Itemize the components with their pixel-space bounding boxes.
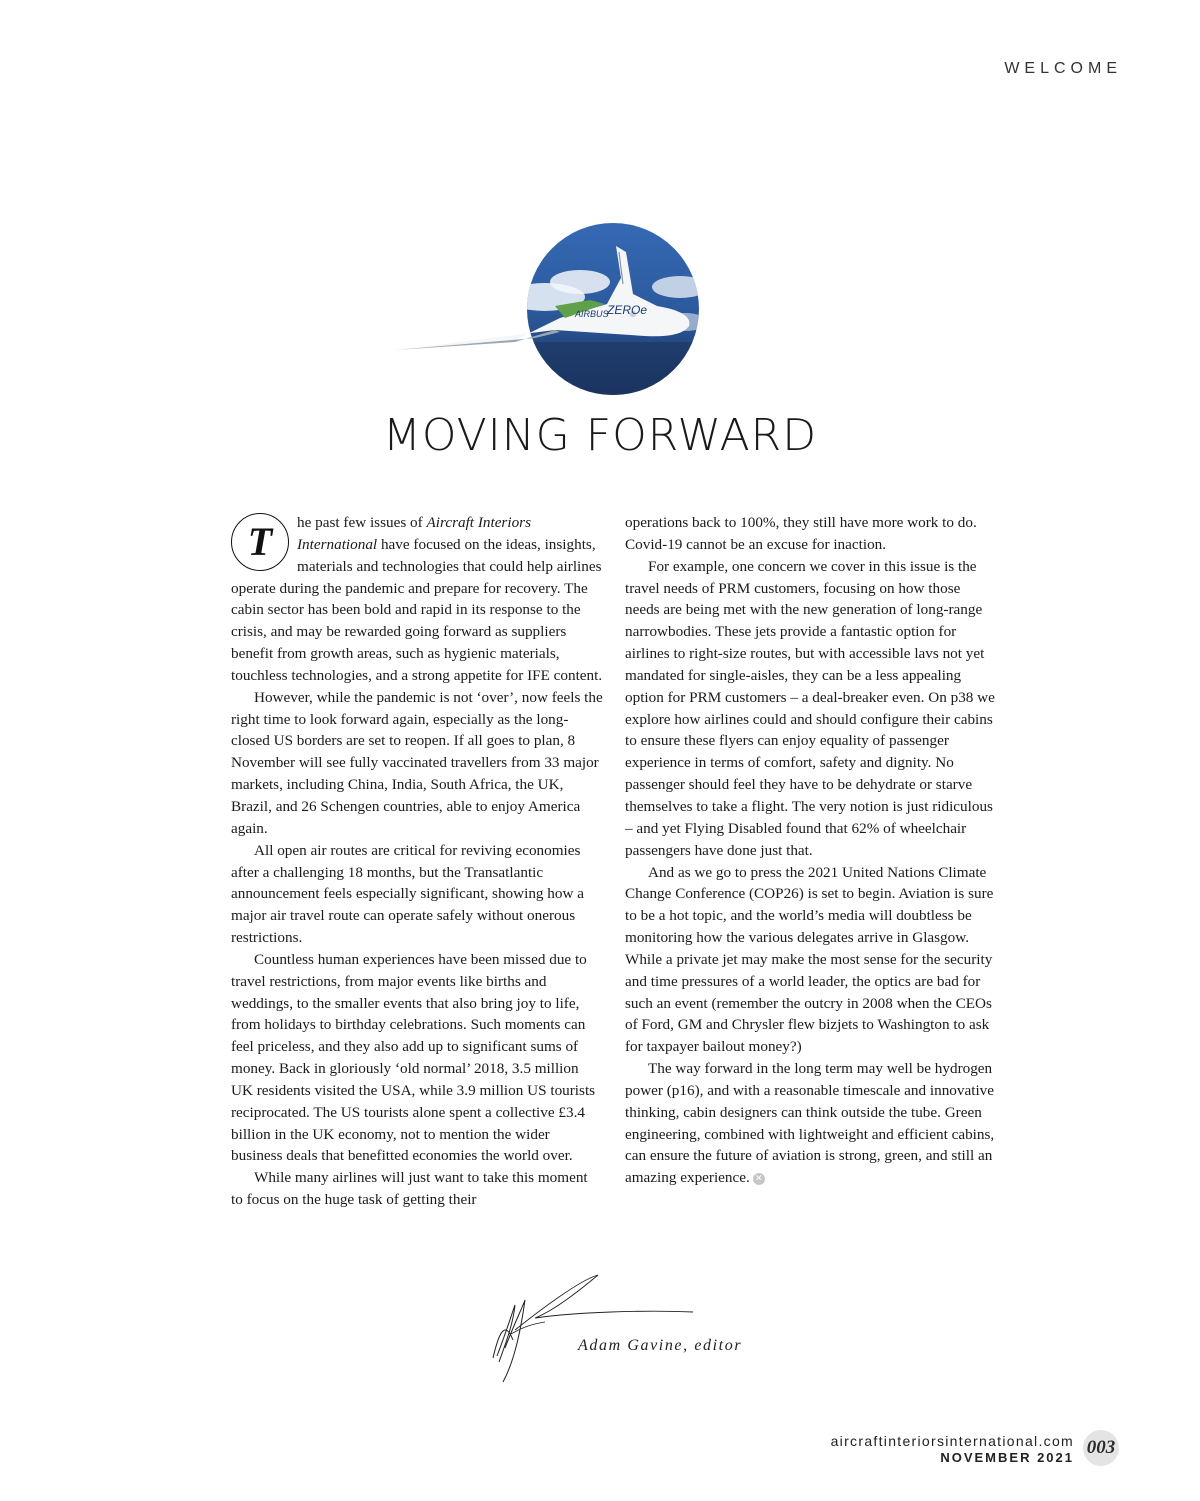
article-paragraph — [231, 949, 603, 1167]
publication-name: Aircraft Interiors International — [297, 514, 531, 553]
article-paragraph — [625, 556, 997, 862]
paragraph-text: For example, one concern we cover in this issue is the travel needs of PRM customers, focusing on how those needs are being met with the new generation of long-range narrowbodies. These jets provide a fantastic option for airlines to right-size routes, but with accessible lavs not yet mandated for single-aisles, they can be a less appealing option for PRM customers – a deal-breaker even. On p38 we explore how airlines could and should configure their cabins to ensure these flyers can enjoy equality of passenger experience in terms of comfort, safety and dignity. No passenger should feel they have to be dehydrate or starve themselves to take a flight. The very notion is just ridiculous – and yet Flying Disabled found that 62% of wheelchair passengers have done just that. — [625, 557, 995, 859]
aircraft-concept-icon — [395, 222, 705, 397]
section-label: WELCOME — [1004, 60, 1122, 77]
end-mark-icon: ✕ — [753, 1173, 765, 1185]
article-paragraph — [231, 687, 603, 840]
article-paragraph — [625, 512, 997, 556]
paragraph-text: he past few issues of — [297, 514, 427, 531]
article-paragraph — [625, 1058, 997, 1189]
paragraph-text: All open air routes are critical for reviving economies after a challenging 18 months, but the Transatlantic announcement feels especially significant, showing how a major air travel route can operate safely without onerous restrictions. — [231, 841, 585, 947]
paragraph-text: have focused on the ideas, insights, materials and technologies that could help airlines operate during the pandemic and prepare for recovery. The cabin sector has been bold and rapid in its response to the crisis, and may be rewarded going forward as suppliers benefit from growth areas, such as hygienic materials, touchless technologies, and a strong appetite for IFE content. — [231, 535, 603, 684]
paragraph-text: Countless human experiences have been missed due to travel restrictions, from major events like births and weddings, to the smaller events that also bring joy to life, from holidays to birthday celebrations. Such moments can feel priceless, and they also add up to significant sums of money. Back in gloriously ‘old normal’ 2018, 3.5 million UK residents visited the USA, while 3.9 million US tourists reciprocated. The US tourists alone spent a collective £3.4 billion in the UK economy, not to mention the wider business deals that benefitted economies the world over. — [231, 950, 596, 1165]
article-left-column — [231, 512, 603, 1211]
footer-date: NOVEMBER 2021 — [940, 1450, 1074, 1465]
paragraph-text: The way forward in the long term may well be hydrogen power (p16), and with a reasonable timescale and innovative thinking, cabin designers can think outside the tube. Green engineering, combined with lightweight and efficient cabins, can ensure the future of aviation is strong, green, and still an amazing experience. — [625, 1060, 995, 1187]
paragraph-text: While many airlines will just want to take this moment to focus on the huge task of getting their — [231, 1169, 588, 1209]
signature-caption: Adam Gavine, editor — [578, 1337, 743, 1354]
article-paragraph — [231, 1167, 603, 1211]
svg-text:ZEROe: ZEROe — [607, 303, 648, 317]
article-paragraph — [625, 862, 997, 1059]
signature-image — [485, 1270, 705, 1390]
dropcap-letter: T — [247, 519, 273, 564]
page-number-badge — [1083, 1430, 1119, 1466]
svg-text:AIRBUS: AIRBUS — [575, 309, 609, 319]
page-title: MOVING FORWARD — [382, 410, 818, 461]
dropcap — [231, 513, 289, 571]
footer-url: aircraftinteriorsinternational.com — [830, 1433, 1074, 1449]
paragraph-text: However, while the pandemic is not ‘over’, now feels the right time to look forward again, especially as the long-closed US borders are set to reopen. If all goes to plan, 8 November will see fully vaccinated travellers from 33 major markets, including China, India, South Africa, the UK, Brazil, and 26 Schengen countries, able to enjoy America again. — [231, 688, 603, 837]
article-right-column — [625, 512, 997, 1189]
article-paragraph — [231, 840, 603, 949]
page-number: 003 — [1086, 1437, 1116, 1458]
paragraph-text: operations back to 100%, they still have more work to do. Covid-19 cannot be an excuse for inaction. — [625, 514, 977, 553]
paragraph-text: And as we go to press the 2021 United Nations Climate Change Conference (COP26) is set to begin. Aviation is sure to be a hot topic, and the world’s media will doubtless be monitoring how the various delegates arrive in Glasgow. While a private jet may make the most sense for the security and time pressures of a world leader, the optics are bad for such an event (remember the outcry in 2008 when the CEOs of Ford, GM and Chrysler flew bizjets to Washington to ask for taxpayer bailout money?) — [625, 863, 994, 1056]
